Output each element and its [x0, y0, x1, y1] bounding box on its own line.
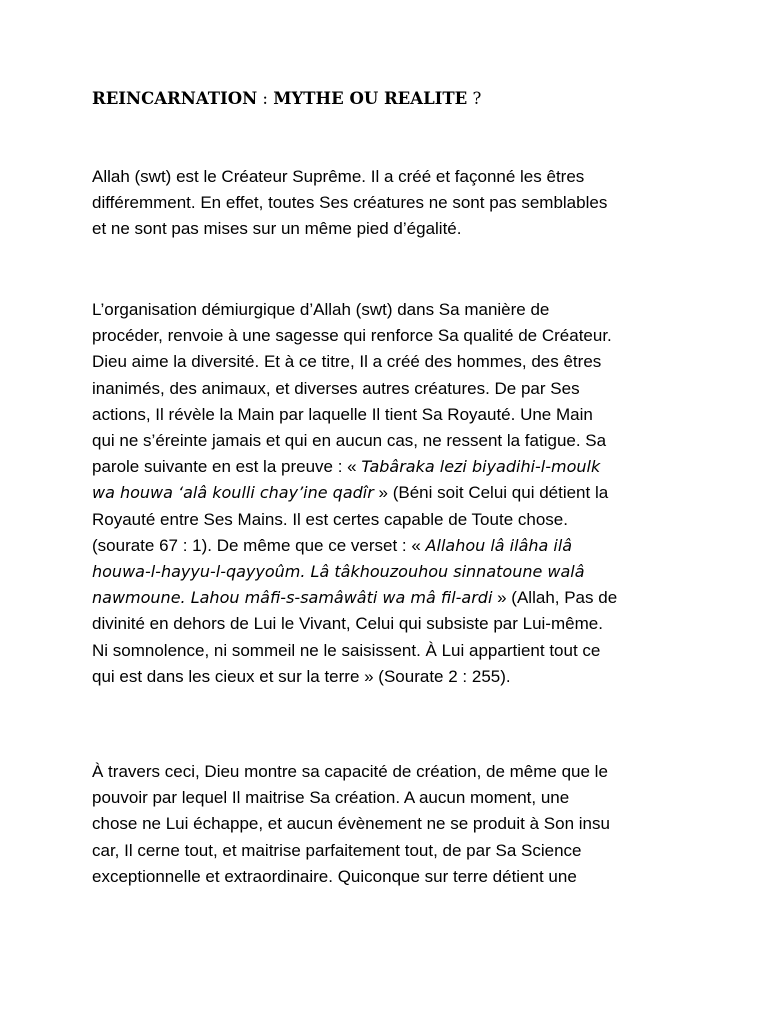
text-line [92, 611, 692, 637]
text-line [92, 402, 692, 428]
text-line [92, 811, 692, 837]
text-run: chose ne Lui échappe, et aucun évènement ne se produit à Son insu [92, 814, 610, 834]
transliteration-text: wa houwa ‘alâ koulli chay’ine qadîr [92, 483, 374, 503]
title-separator-colon: : [257, 89, 274, 108]
text-run: Dieu aime la diversité. Et à ce titre, Il a créé des hommes, des êtres [92, 352, 602, 372]
text-line [92, 664, 692, 690]
text-line [92, 838, 692, 864]
text-line [92, 559, 692, 585]
transliteration-text: houwa-l-hayyu-l-qayyoûm. Lâ tâkhouzouhou sinnatoune walâ [92, 562, 585, 582]
text-line [92, 638, 692, 664]
text-run: L’organisation démiurgique d’Allah (swt) dans Sa manière de [92, 300, 550, 319]
title-part-mythe-ou-realite: MYTHE OU REALITE [273, 89, 468, 108]
paragraph-2 [92, 297, 692, 690]
transliteration-text: Allahou lâ ilâha ilâ [425, 535, 573, 555]
text-run: et ne sont pas mises sur un même pied d’égalité. [92, 219, 462, 239]
text-line [92, 216, 692, 242]
text-run: Ni somnolence, ni sommeil ne le saisissent. À Lui appartient tout ce [92, 640, 601, 660]
text-line [92, 323, 692, 349]
text-run: différemment. En effet, toutes Ses créatures ne sont pas semblables [92, 193, 608, 213]
text-line [92, 190, 692, 216]
title-part-reincarnation: REINCARNATION [92, 89, 258, 108]
text-line [92, 759, 692, 785]
text-run: actions, Il révèle la Main par laquelle Il tient Sa Royauté. Une Main [92, 404, 593, 424]
text-run: exceptionnelle et extraordinaire. Quiconque sur terre détient une [92, 866, 577, 886]
text-line [92, 428, 692, 454]
text-line [92, 480, 692, 506]
transliteration-text: Tabâraka lezi biyadihi-l-moulk [361, 457, 601, 477]
text-line [92, 349, 692, 375]
text-line [92, 454, 692, 480]
document-title [92, 86, 692, 112]
text-run: qui ne s’éreinte jamais et qui en aucun cas, ne ressent la fatigue. Sa [92, 431, 607, 451]
transliteration-text: nawmoune. Lahou mâfi-s-samâwâti wa mâ fil-ardi [92, 588, 493, 608]
text-line [92, 164, 692, 190]
text-run: Allah (swt) est le Créateur Suprême. Il a créé et façonné les êtres [92, 167, 585, 186]
text-line [92, 507, 692, 533]
text-run: car, Il cerne tout, et maitrise parfaitement tout, de par Sa Science [92, 840, 582, 860]
text-run: divinité en dehors de Lui le Vivant, Celui qui subsiste par Lui-même. [92, 614, 603, 634]
text-run: inanimés, des animaux, et diverses autres créatures. De par Ses [92, 378, 580, 398]
text-line [92, 785, 692, 811]
text-run: procéder, renvoie à une sagesse qui renforce Sa qualité de Créateur. [92, 326, 612, 346]
text-run: À travers ceci, Dieu montre sa capacité de création, de même que le [92, 762, 608, 781]
title-question-mark: ? [467, 89, 482, 108]
text-line [92, 376, 692, 402]
text-run: Royauté entre Ses Mains. Il est certes capable de Toute chose. [92, 509, 568, 529]
text-run: » (Béni soit Celui qui détient la [373, 483, 609, 503]
text-line [92, 585, 692, 611]
text-line [92, 864, 692, 890]
text-line [92, 533, 692, 559]
paragraph-3 [92, 759, 692, 890]
text-run: (sourate 67 : 1). De même que ce verset : « [92, 535, 426, 555]
text-run: qui est dans les cieux et sur la terre » (Sourate 2 : 255). [92, 666, 511, 686]
text-run: » (Allah, Pas de [492, 588, 618, 608]
paragraph-1 [92, 164, 692, 243]
text-line [92, 297, 692, 323]
text-run: pouvoir par lequel Il maitrise Sa création. A aucun moment, une [92, 788, 570, 808]
text-run: parole suivante en est la preuve : « [92, 457, 362, 477]
